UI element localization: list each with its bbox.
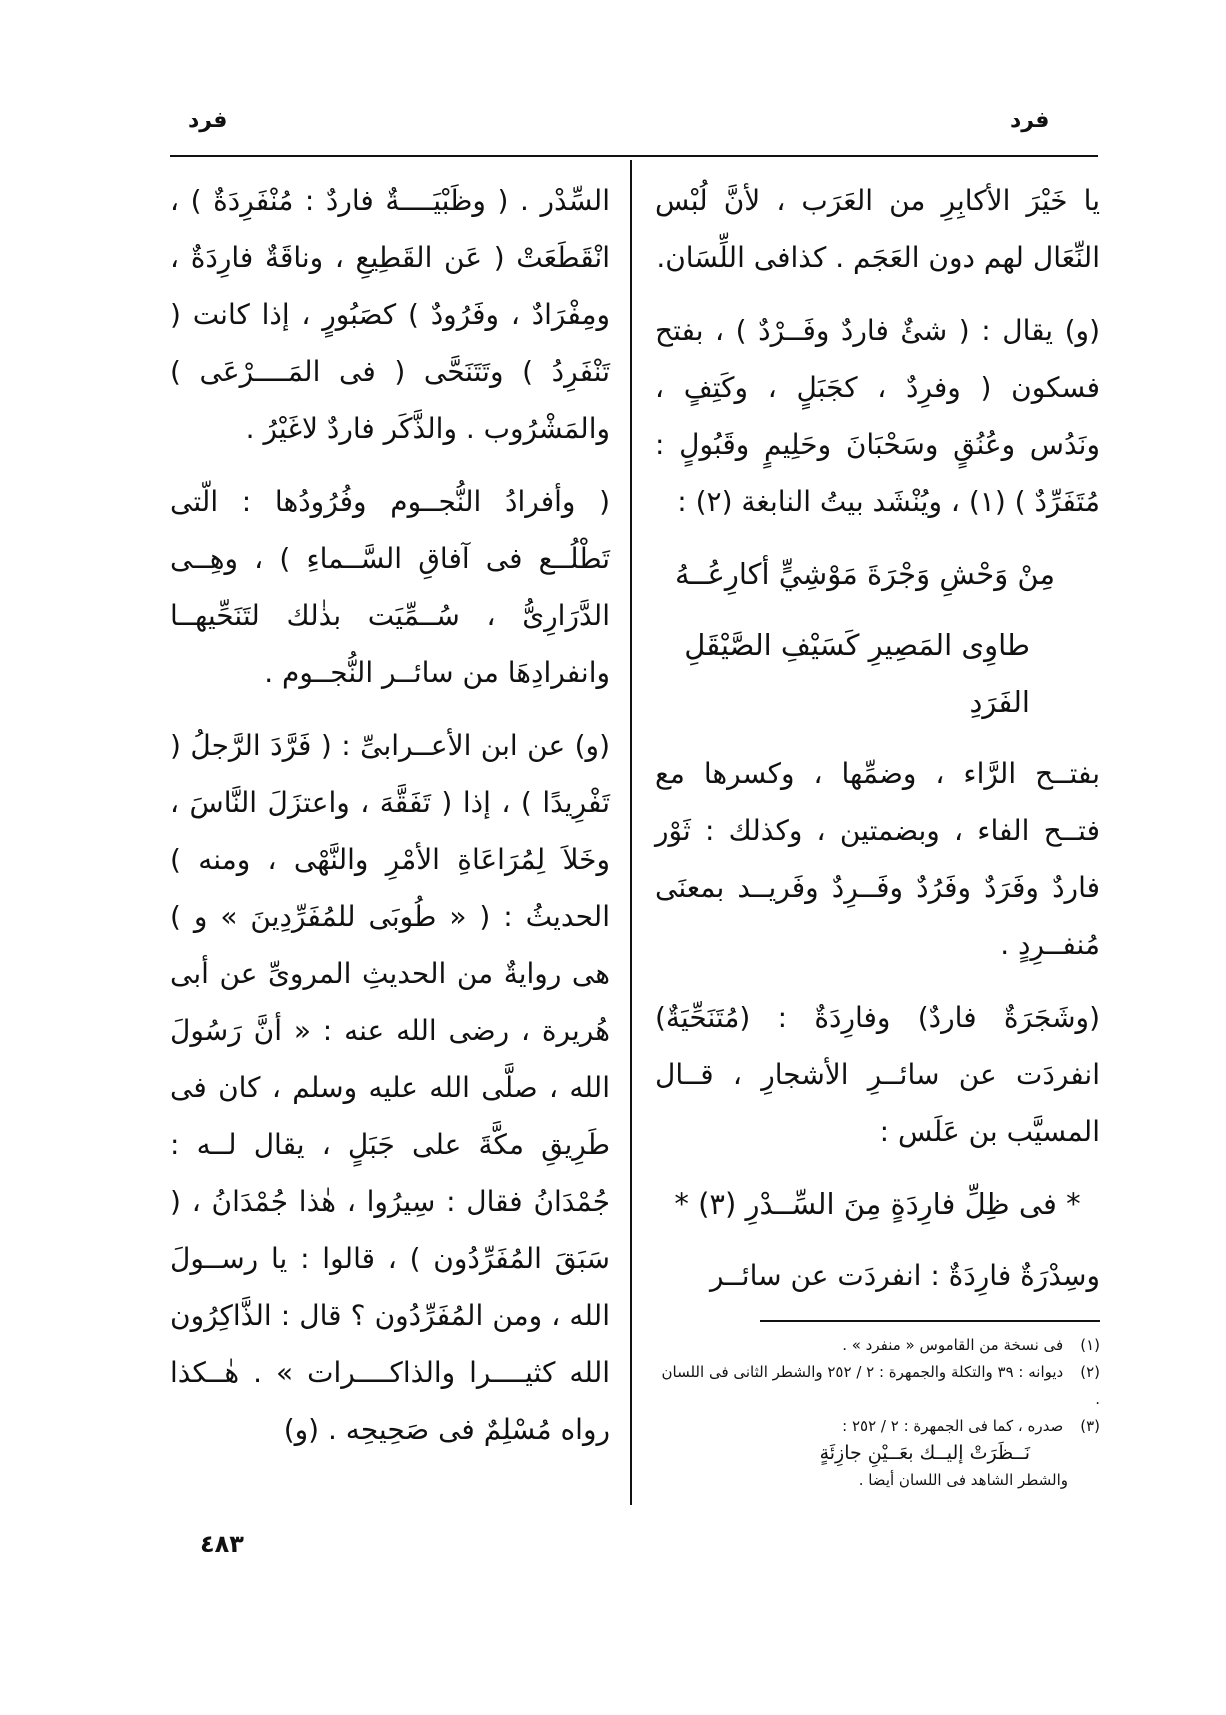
- page-header-left: فرد: [188, 108, 228, 133]
- right-paragraph-1: يا خَيْرَ الأكابِرِ من العَرَب ، لأنَّ لُبْس النِّعَال لهم دون العَجَم . كذافى اللِّسَان.: [655, 184, 1100, 274]
- right-paragraph-5: وسِدْرَةٌ فارِدَةٌ : انفردَت عن سائــر: [709, 1259, 1100, 1292]
- footnote-rule: [760, 1320, 1100, 1322]
- right-paragraph-2: (و) يقال : ( شئٌ فاردٌ وفَــرْدٌ ) ، بفتح فسكون ( وفرِدٌ ، كجَبَلٍ ، وكَتِفٍ ، ونَدُس وعُنُقٍ وسَحْبَانَ وحَلِيمٍ وقَبُولٍ : مُتَفَرِّدٌ ) (١) ، ويُنْشَد بيتُ النابغة (٢) :: [655, 314, 1100, 518]
- verse-second-hemistich: طاوِى المَصِيرِ كَسَيْفِ الصَّيْقَلِ الفَرَدِ: [684, 628, 1030, 719]
- page-number: ٤٨٣: [200, 1530, 244, 1558]
- right-paragraph-3: بفتــح الرَّاء ، وضمِّها ، وكسرها مع فتــح الفاء ، وبضمتين ، وكذلك : ثَوْر فاردٌ وفَرَدٌ وفَرُدٌ وفَــرِدٌ وفَريــد بمعنَى مُنفــرِدٍ .: [655, 757, 1100, 961]
- left-column: [170, 172, 610, 1474]
- footnote-1-text: فى نسخة من القاموس « منفرد » .: [842, 1336, 1064, 1354]
- verse-quote: * فى ظِلِّ فارِدَةٍ مِنَ السِّــدْرِ (٣) *: [674, 1187, 1081, 1221]
- footnote-1-number: (١): [1080, 1336, 1100, 1354]
- footnote-1: [655, 1332, 1100, 1359]
- left-paragraph-2: ( وأفرادُ النُّجــوم وفُرُودُها : الّتى تَطْلُــع فى آفاقِ السَّــماءِ ) ، وهِــى الدَّرَارِىُّ ، سُــمِّيَت بذٰلك لتَنَحِّيهــا وانفرادِهَا من سائــر النُّجــوم .: [170, 485, 610, 689]
- left-paragraph-3: (و) عن ابن الأعــرابىِّ : ( فَرَّدَ الرَّجلُ ( تَفْرِيدًا ) ، إذا ( تَفَقَّهَ ، واعتزَلَ النَّاسَ ، وخَلاَ لِمُرَاعَاةِ الأمْرِ والنَّهْى ، ومنه ) الحديثُ : ( « طُوبَى للمُفَرِّدِينَ » و ) هى روايةٌ من الحديثِ المروىِّ عن أبى هُريرة ، رضى الله عنه : « أنَّ رَسُولَ الله ، صلَّى الله عليه وسلم ، كان فى طَرِيقِ مكَّةَ على جَبَلٍ ، يقال لــه : جُمْدَانُ فقال : سِيرُوا ، هٰذا جُمْدَانُ ، ( سَبَقَ المُفَرِّدُون ) ، قالوا : يا رســولَ الله ، ومن المُفَرِّدُون ؟ قال : الذَّاكِرُون الله كثيــــرا والذاكــــرات » . هٰــكذا رواه مُسْلِمٌ فى صَحِيحِه . (و): [170, 729, 610, 1446]
- footnote-2-number: (٢): [1080, 1363, 1100, 1381]
- right-paragraph-4: (وشَجَرَةٌ فاردٌ) وفارِدَةٌ : (مُتَنَحِّيَةٌ) انفردَت عن سائــرِ الأشجارِ ، قــال المسيَّب بن عَلَس :: [655, 1001, 1100, 1148]
- footnote-3: [655, 1413, 1100, 1440]
- footnote-3-text: صدره ، كما فى الجمهرة : ٢ / ٢٥٢ :: [842, 1417, 1064, 1435]
- verse-first-hemistich: مِنْ وَحْشِ وَجْرَةَ مَوْشِيٍّ أكارِعُــهُ: [675, 557, 1056, 591]
- footnote-3-number: (٣): [1080, 1417, 1100, 1435]
- right-column: [655, 172, 1100, 1320]
- footnote-3-end: والشطر الشاهد فى اللسان أيضا .: [858, 1471, 1068, 1489]
- footnote-3-verse: نَــظَرَتْ إليــك بعَــيْنِ جازِئَةٍ: [819, 1442, 1030, 1464]
- footnote-2-text: ديوانه : ٣٩ والتكلة والجمهرة : ٢ / ٢٥٢ والشطر الثانى فى اللسان .: [661, 1363, 1100, 1408]
- header-rule: [170, 155, 1098, 157]
- column-divider: [630, 160, 632, 1505]
- footnote-2: [655, 1359, 1100, 1413]
- page-header-right: فرد: [1010, 108, 1050, 133]
- left-paragraph-1: السِّدْر . ( وظَبْيَــــةٌ فاردٌ : مُنْفَرِدَةٌ ) ، انْقَطَعَتْ ( عَن القَطِيعِ ، وناقَةٌ فارِدَةٌ ، ومِفْرَادٌ ، وفَرُودٌ ) كصَبُورٍ ، إذا كانت ( تَنْفَرِدُ ) وتَتَنَحَّى ( فى المَــــرْعَى ) والمَشْرُوب . والذَّكَر فاردٌ لاغَيْرُ .: [170, 184, 610, 445]
- footnotes: [655, 1332, 1100, 1494]
